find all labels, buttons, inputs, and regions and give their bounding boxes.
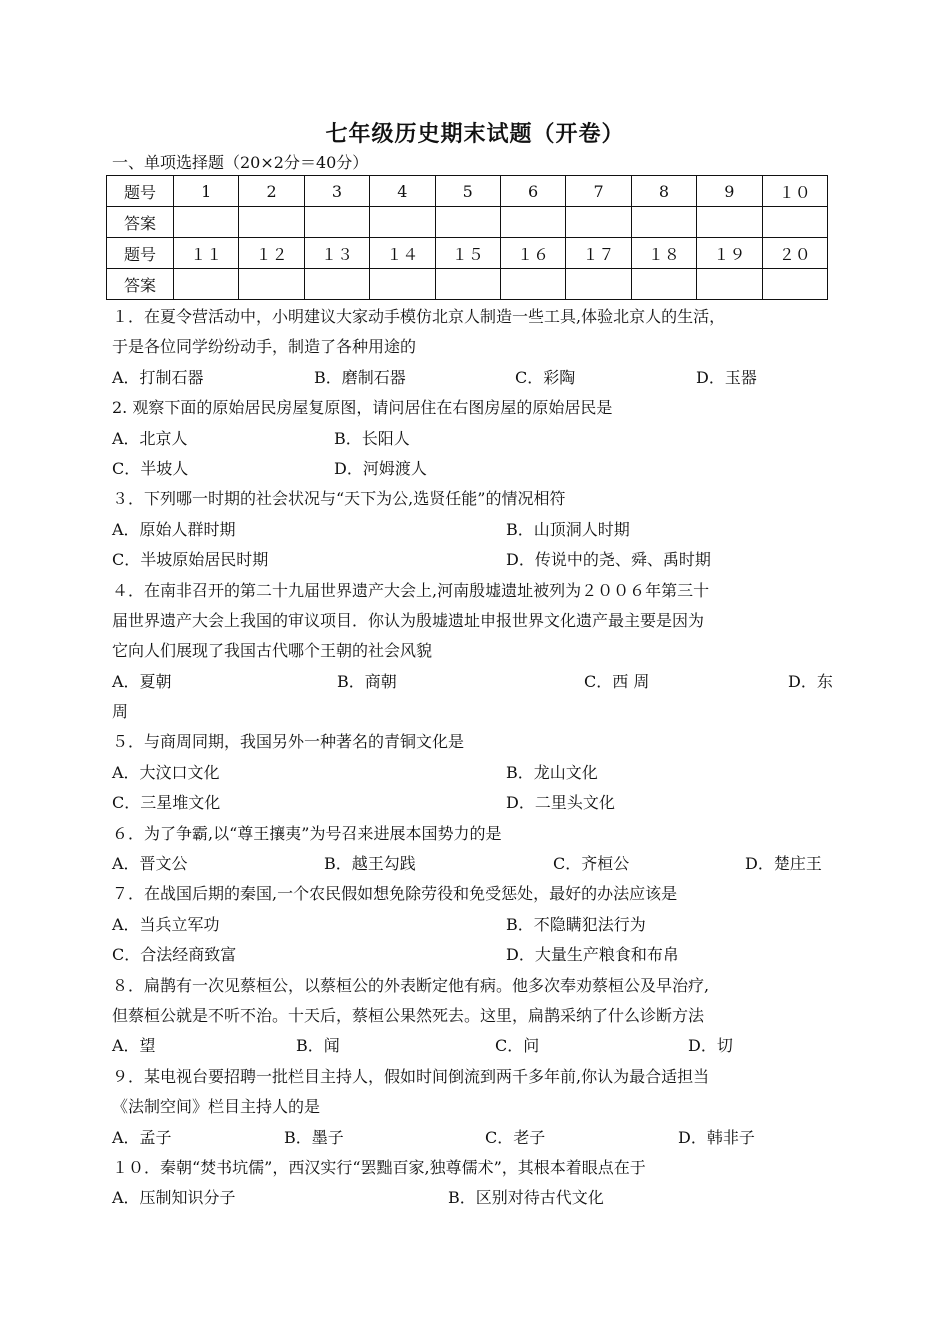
- page-title: 七年级历史期末试题（开卷）: [325, 121, 625, 147]
- question-text: ６．为了争霸,以“尊王攘夷”为号召来进展本国势力的是: [112, 823, 502, 843]
- question-text: ５．与商周同期，我国另外一种著名的青铜文化是: [112, 732, 465, 752]
- answer-cell[interactable]: [697, 207, 762, 238]
- option[interactable]: D．切: [688, 1036, 733, 1056]
- row-label: 答案: [107, 207, 174, 238]
- question-number-cell: 3: [304, 176, 369, 207]
- question-text: １．在夏令营活动中，小明建议大家动手模仿北京人制造一些工具,体验北京人的生活，: [112, 307, 726, 326]
- option[interactable]: B．墨子: [284, 1127, 344, 1147]
- option-continuation: 周: [112, 702, 129, 722]
- question-number-cell: １６: [500, 238, 565, 269]
- option[interactable]: C．齐桓公: [553, 854, 630, 874]
- option[interactable]: B．龙山文化: [506, 762, 598, 782]
- question-number-cell: １３: [304, 238, 369, 269]
- row-label: 答案: [107, 269, 174, 300]
- question-number-cell: １４: [370, 238, 435, 269]
- option[interactable]: B．磨制石器: [314, 367, 406, 387]
- section-heading: 一、单项选择题（20×2分＝40分）: [112, 153, 369, 172]
- option[interactable]: B．长阳人: [334, 428, 410, 448]
- answer-cell[interactable]: [762, 269, 827, 300]
- option[interactable]: D．传说中的尧、舜、禹时期: [506, 550, 711, 570]
- option-row: [112, 454, 842, 484]
- question-number-cell: １２: [239, 238, 304, 269]
- option[interactable]: A．当兵立军功: [112, 914, 220, 934]
- answer-cell[interactable]: [174, 207, 239, 238]
- option[interactable]: A．北京人: [112, 428, 188, 448]
- option-row: [112, 758, 842, 788]
- question-text: 但蔡桓公就是不听不治。十天后，蔡桓公果然死去。这里，扁鹊采纳了什么诊断方法: [112, 1005, 705, 1025]
- question-number-cell: 9: [697, 176, 762, 207]
- table-row: [107, 238, 828, 269]
- option[interactable]: A．压制知识分子: [112, 1188, 236, 1208]
- option-row: [112, 1031, 842, 1061]
- table-row: [107, 269, 828, 300]
- question-number-cell: １８: [631, 238, 696, 269]
- question-text: ７．在战国后期的秦国,一个农民假如想免除劳役和免受惩处，最好的办法应该是: [112, 884, 678, 904]
- answer-cell[interactable]: [500, 207, 565, 238]
- option[interactable]: B．山顶洞人时期: [506, 519, 630, 539]
- option[interactable]: B．越王勾践: [324, 854, 416, 874]
- option[interactable]: A．大汶口文化: [112, 762, 220, 782]
- option[interactable]: C．问: [495, 1036, 540, 1056]
- question-number-cell: 8: [631, 176, 696, 207]
- question-text: 《法制空间》栏目主持人的是: [112, 1097, 321, 1117]
- option[interactable]: B．闻: [296, 1036, 340, 1056]
- row-label: 题号: [107, 176, 174, 207]
- answer-cell[interactable]: [239, 269, 304, 300]
- answer-cell[interactable]: [304, 269, 369, 300]
- question-text: 2. 观察下面的原始居民房屋复原图，请问居住在右图房屋的原始居民是: [112, 398, 613, 418]
- option[interactable]: C．三星堆文化: [112, 793, 221, 813]
- question-text: １０．秦朝“焚书坑儒”，西汉实行“罢黜百家,独尊儒术”，其根本着眼点在于: [112, 1157, 646, 1177]
- answer-table: [106, 175, 828, 300]
- option[interactable]: D．韩非子: [678, 1127, 755, 1147]
- option[interactable]: D．玉器: [696, 367, 757, 387]
- option[interactable]: B．商朝: [337, 671, 397, 691]
- option[interactable]: A．孟子: [112, 1127, 172, 1147]
- option[interactable]: D．楚庄王: [745, 854, 822, 874]
- option[interactable]: C．合法经商致富: [112, 945, 237, 965]
- option[interactable]: B．不隐瞒犯法行为: [506, 914, 646, 934]
- table-row: [107, 207, 828, 238]
- option[interactable]: A．夏朝: [112, 671, 172, 691]
- answer-cell[interactable]: [174, 269, 239, 300]
- row-label: 题号: [107, 238, 174, 269]
- option-row: [112, 515, 842, 545]
- answer-cell[interactable]: [370, 269, 435, 300]
- option[interactable]: C．彩陶: [515, 367, 576, 387]
- option[interactable]: C．老子: [485, 1127, 546, 1147]
- question-text: 于是各位同学纷纷动手，制造了各种用途的: [112, 337, 417, 357]
- option-row: [112, 1123, 842, 1153]
- option-row: [112, 424, 842, 454]
- option-row: [112, 1183, 842, 1213]
- option-row: [112, 940, 842, 970]
- question-number-cell: １１: [174, 238, 239, 269]
- question-text: ３．下列哪一时期的社会状况与“天下为公,选贤任能”的情况相符: [112, 489, 566, 509]
- option[interactable]: D．二里头文化: [506, 793, 615, 813]
- option[interactable]: C．西 周: [584, 671, 650, 691]
- option-row: [112, 363, 842, 393]
- question-number-cell: 5: [435, 176, 500, 207]
- question-text: 届世界遗产大会上我国的审议项目．你认为殷墟遗址申报世界文化遗产最主要是因为: [112, 610, 705, 630]
- question-number-cell: １５: [435, 238, 500, 269]
- option[interactable]: C．半坡人: [112, 458, 189, 478]
- answer-cell[interactable]: [566, 269, 631, 300]
- answer-cell[interactable]: [697, 269, 762, 300]
- question-number-cell: １０: [762, 176, 827, 207]
- answer-cell[interactable]: [566, 207, 631, 238]
- table-row: [107, 176, 828, 207]
- question-list: [112, 302, 842, 1214]
- option[interactable]: A．晋文公: [112, 854, 188, 874]
- question-text: 它向人们展现了我国古代哪个王朝的社会风貌: [112, 641, 433, 661]
- answer-cell[interactable]: [631, 269, 696, 300]
- option[interactable]: A．打制石器: [112, 367, 204, 387]
- question-text: ８．扁鹊有一次见蔡桓公，以蔡桓公的外表断定他有病。他多次奉劝蔡桓公及早治疗,: [112, 975, 710, 995]
- question-number-cell: 6: [500, 176, 565, 207]
- option-row: [112, 788, 842, 818]
- option[interactable]: D．河姆渡人: [334, 458, 427, 478]
- option-row: [112, 667, 842, 697]
- answer-cell[interactable]: [762, 207, 827, 238]
- question-number-cell: 1: [174, 176, 239, 207]
- option-row: [112, 910, 842, 940]
- option[interactable]: D．东: [788, 671, 833, 691]
- option[interactable]: C．半坡原始居民时期: [112, 550, 269, 570]
- option[interactable]: D．大量生产粮食和布帛: [506, 945, 679, 965]
- answer-cell[interactable]: [435, 269, 500, 300]
- question-text: ９．某电视台要招聘一批栏目主持人，假如时间倒流到两千多年前,你认为最合适担当: [112, 1066, 710, 1086]
- question-number-cell: １９: [697, 238, 762, 269]
- option[interactable]: A．原始人群时期: [112, 519, 236, 539]
- option-row: [112, 849, 842, 879]
- question-number-cell: 2: [239, 176, 304, 207]
- answer-cell[interactable]: [435, 207, 500, 238]
- answer-cell[interactable]: [370, 207, 435, 238]
- option-row: [112, 545, 842, 575]
- question-number-cell: １７: [566, 238, 631, 269]
- option[interactable]: B．区别对待古代文化: [448, 1188, 604, 1208]
- option[interactable]: A．望: [112, 1036, 156, 1056]
- answer-cell[interactable]: [304, 207, 369, 238]
- question-number-cell: 4: [370, 176, 435, 207]
- question-text: ４．在南非召开的第二十九届世界遗产大会上,河南殷墟遗址被列为２００６年第三十: [112, 580, 710, 600]
- answer-cell[interactable]: [239, 207, 304, 238]
- question-number-cell: ２０: [762, 238, 827, 269]
- answer-cell[interactable]: [631, 207, 696, 238]
- question-number-cell: 7: [566, 176, 631, 207]
- answer-cell[interactable]: [500, 269, 565, 300]
